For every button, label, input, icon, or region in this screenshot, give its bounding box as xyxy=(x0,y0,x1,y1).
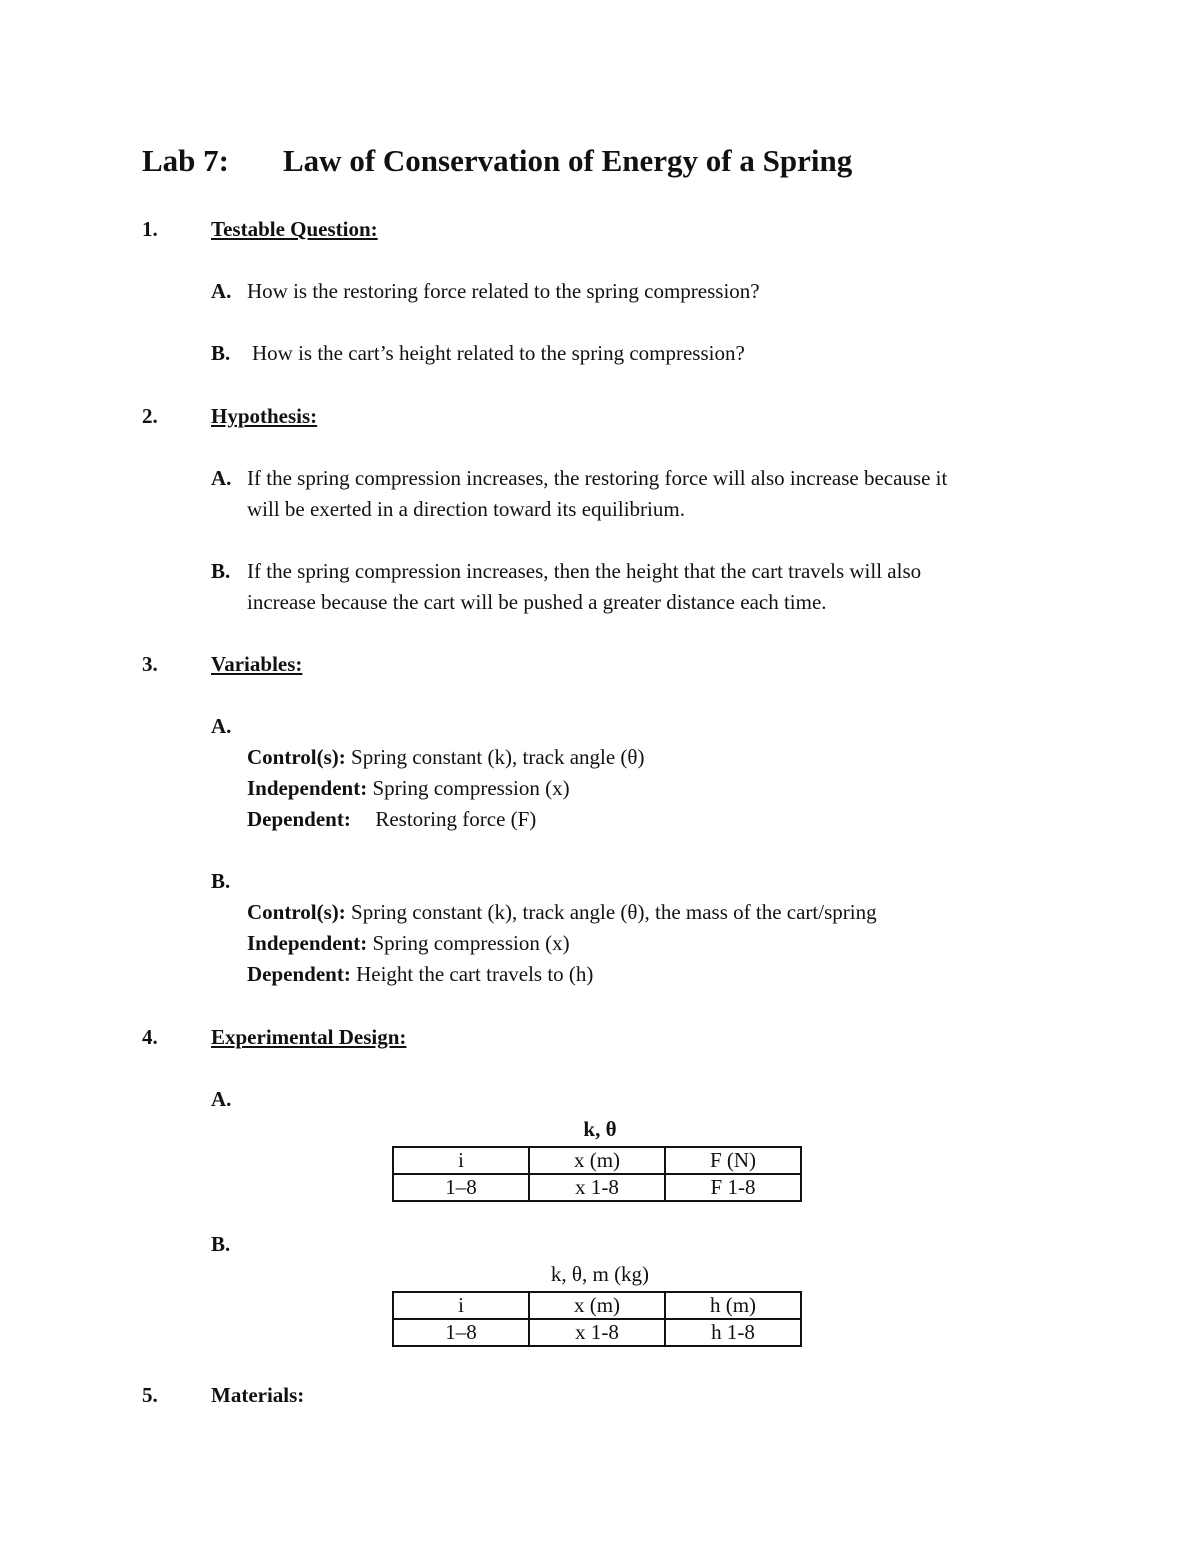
section-2-heading: Hypothesis: xyxy=(211,404,318,428)
variables-b-control xyxy=(247,900,877,925)
section-2-number: 2. xyxy=(142,404,158,428)
dependent-text: Height the cart travels to (h) xyxy=(356,962,594,986)
section-1-heading: Testable Question: xyxy=(211,217,378,241)
hypothesis-a-label: A. xyxy=(211,466,232,490)
table-header-row xyxy=(393,1147,801,1174)
independent-label: Independent: xyxy=(247,776,368,800)
question-b-label: B. xyxy=(211,341,231,365)
dependent-text: Restoring force (F) xyxy=(375,807,537,831)
section-4-number: 4. xyxy=(142,1025,158,1049)
table-cell: x 1-8 xyxy=(529,1319,665,1346)
section-1-number: 1. xyxy=(142,217,158,241)
control-text: Spring constant (k), track angle (θ) xyxy=(351,745,645,769)
independent-label: Independent: xyxy=(247,931,368,955)
hypothesis-b-label: B. xyxy=(211,559,231,583)
table-header-row xyxy=(393,1292,801,1319)
variables-a-label: A. xyxy=(211,714,232,738)
control-label: Control(s): xyxy=(247,900,346,924)
question-a-label: A. xyxy=(211,279,232,303)
table-header-cell: h (m) xyxy=(665,1292,801,1319)
hypothesis-a-line-2: will be exerted in a direction toward its equilibrium. xyxy=(247,497,685,521)
page-title: Law of Conservation of Energy of a Spring xyxy=(283,143,853,178)
table-header-cell: i xyxy=(393,1292,529,1319)
table-b-caption: k, θ, m (kg) xyxy=(550,1262,650,1286)
table-cell: 1–8 xyxy=(393,1319,529,1346)
variables-a-independent xyxy=(247,776,570,801)
table-row xyxy=(393,1174,801,1201)
dependent-label: Dependent: xyxy=(247,962,351,986)
hypothesis-a-line-1: If the spring compression increases, the restoring force will also increase because it xyxy=(247,466,948,490)
variables-b-independent xyxy=(247,931,570,956)
design-b-label: B. xyxy=(211,1232,231,1256)
table-a-caption: k, θ xyxy=(583,1117,617,1141)
table-header-cell: x (m) xyxy=(529,1292,665,1319)
question-b-text: How is the cart’s height related to the spring compression? xyxy=(252,341,745,365)
variables-b-dependent xyxy=(247,962,593,987)
section-3-heading: Variables: xyxy=(211,652,303,676)
section-5-number: 5. xyxy=(142,1383,158,1407)
table-b xyxy=(392,1291,802,1347)
hypothesis-b-line-2: increase because the cart will be pushed a greater distance each time. xyxy=(247,590,827,614)
lab-number: Lab 7: xyxy=(142,143,229,178)
table-header-cell: x (m) xyxy=(529,1147,665,1174)
control-text: Spring constant (k), track angle (θ), the mass of the cart/spring xyxy=(351,900,877,924)
independent-text: Spring compression (x) xyxy=(372,776,570,800)
table-header-cell: i xyxy=(393,1147,529,1174)
section-3-number: 3. xyxy=(142,652,158,676)
table-cell: h 1-8 xyxy=(665,1319,801,1346)
hypothesis-b-line-1: If the spring compression increases, then the height that the cart travels will also xyxy=(247,559,922,583)
section-5-heading: Materials: xyxy=(211,1383,305,1407)
table-cell: x 1-8 xyxy=(529,1174,665,1201)
table-row xyxy=(393,1319,801,1346)
dependent-label: Dependent: xyxy=(247,807,351,831)
independent-text: Spring compression (x) xyxy=(372,931,570,955)
variables-a-control xyxy=(247,745,644,770)
question-a-text: How is the restoring force related to the spring compression? xyxy=(247,279,760,303)
variables-b-label: B. xyxy=(211,869,231,893)
table-header-cell: F (N) xyxy=(665,1147,801,1174)
table-cell: F 1-8 xyxy=(665,1174,801,1201)
variables-a-dependent xyxy=(247,807,536,832)
table-a xyxy=(392,1146,802,1202)
design-a-label: A. xyxy=(211,1087,232,1111)
table-cell: 1–8 xyxy=(393,1174,529,1201)
section-4-heading: Experimental Design: xyxy=(211,1025,407,1049)
control-label: Control(s): xyxy=(247,745,346,769)
